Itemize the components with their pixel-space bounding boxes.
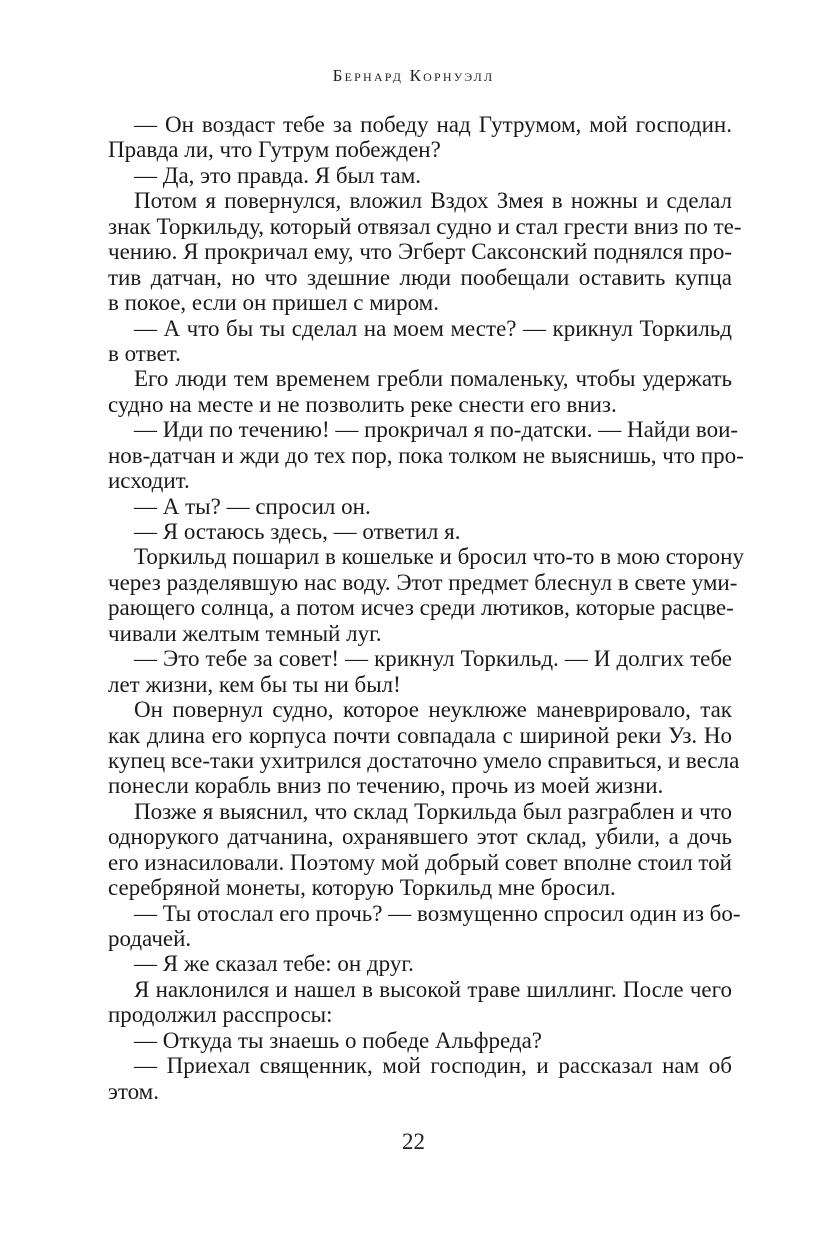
text-line: через разделявшую нас воду. Этот предмет блеснул в свете уми-	[108, 569, 738, 595]
text-line: как длина его корпуса почти совпадала с шириной реки Уз. Но	[108, 722, 732, 748]
page-body-text	[108, 112, 744, 1104]
running-head-author: Бернард Корнуэлл	[332, 66, 495, 85]
text-line: понесли корабль вниз по течению, прочь из моей жизни.	[108, 773, 664, 799]
text-line: Позже я выяснил, что склад Торкильда был разграблен и что	[134, 798, 732, 824]
text-line: исходит.	[108, 468, 190, 494]
text-line: — Да, это правда. Я был там.	[134, 162, 422, 188]
text-line: — Ты отослал его прочь? — возмущенно спросил один из бо-	[134, 900, 741, 926]
text-line: Его люди тем временем гребли помаленьку, чтобы удержать	[134, 366, 732, 392]
text-line: однорукого датчанина, охранявшего этот склад, убили, а дочь	[108, 824, 732, 850]
text-line: чивали желтым темный луг.	[108, 620, 382, 646]
text-line: Он повернул судно, которое неуклюже маневрировало, так	[134, 697, 732, 723]
text-line: — Приехал священник, мой господин, и рассказал нам об	[134, 1053, 732, 1079]
text-line: чению. Я прокричал ему, что Эгберт Саксонский поднялся про-	[108, 239, 732, 265]
text-line: его изнасиловали. Поэтому мой добрый совет вполне стоил той	[108, 849, 732, 875]
text-line: серебряной монеты, которую Торкильд мне бросил.	[108, 875, 616, 901]
text-line: тив датчан, но что здешние люди пообещали оставить купца	[108, 264, 732, 290]
text-line: — Иди по течению! — прокричал я по-датски. — Найди вои-	[134, 417, 739, 443]
text-line: — Это тебе за совет! — крикнул Торкильд. — И долгих тебе	[134, 646, 732, 672]
text-line: судно на месте и не позволить реке снести его вниз.	[108, 391, 617, 417]
text-line: Потом я повернулся, вложил Вздох Змея в ножны и сделал	[134, 188, 732, 214]
text-line: Я наклонился и нашел в высокой траве шиллинг. После чего	[134, 976, 732, 1002]
text-line: родачей.	[108, 926, 192, 951]
text-line: продолжил расспросы:	[108, 1002, 333, 1028]
text-line: — Я же сказал тебе: он друг.	[134, 951, 414, 977]
text-line: нов-датчан и жди до тех пор, пока толком не выяснишь, что про-	[108, 442, 744, 468]
text-line: — А ты? — спросил он.	[134, 493, 371, 519]
text-line: в ответ.	[108, 340, 181, 366]
text-line: — Откуда ты знаешь о победе Альфреда?	[134, 1027, 543, 1053]
page-number: 22	[402, 1129, 425, 1154]
text-line: — Я остаюсь здесь, — ответил я.	[134, 519, 461, 544]
text-line: этом.	[108, 1078, 159, 1104]
text-line: Правда ли, что Гутрум побежден?	[108, 137, 441, 163]
text-line: — А что бы ты сделал на моем месте? — крикнул Торкильд	[134, 315, 732, 341]
text-line: рающего солнца, а потом исчез среди лютиков, которые расцве-	[108, 595, 734, 621]
text-line: в покое, если он пришел с миром.	[108, 290, 439, 316]
text-line: — Он воздаст тебе за победу над Гутрумом, мой господин.	[134, 112, 732, 137]
text-line: купец все-таки ухитрился достаточно умело справиться, и весла	[108, 747, 740, 773]
text-line: знак Торкильду, который отвязал судно и стал грести вниз по те-	[108, 213, 742, 239]
text-line: Торкильд пошарил в кошельке и бросил что-то в мою сторону	[134, 544, 744, 570]
text-line: лет жизни, кем бы ты ни был!	[108, 671, 401, 697]
